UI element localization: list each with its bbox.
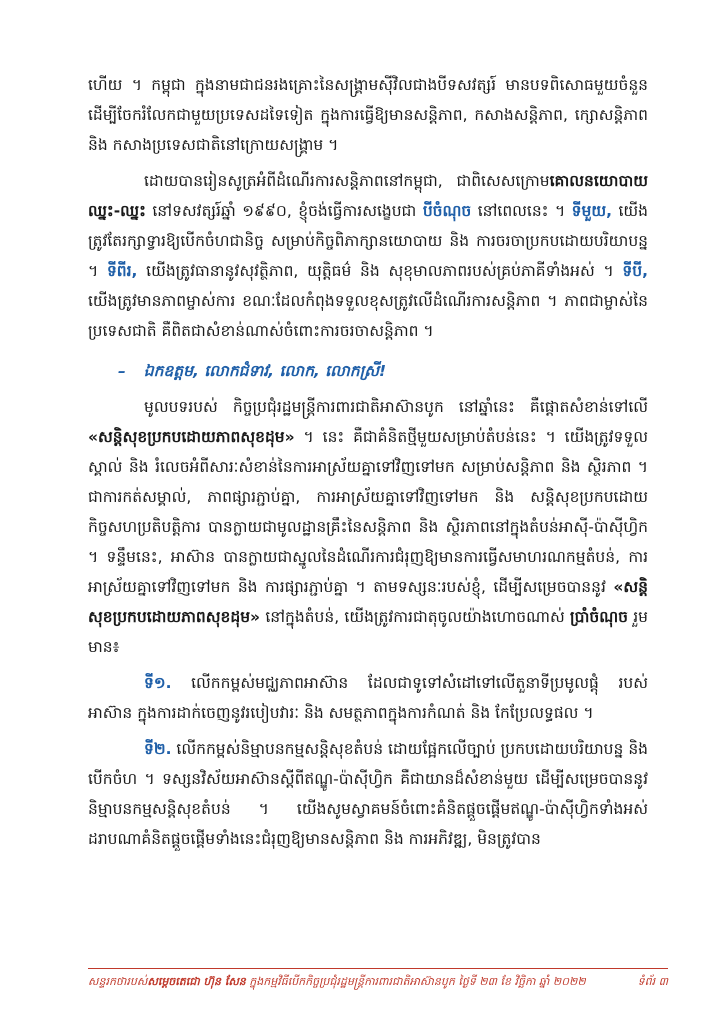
salutation-text: ឯកឧត្តម, លោកជំទាវ, លោក, លោកស្រី! [143,362,387,380]
p3-text-d: រួមមាន៖ [88,608,648,656]
theme-harmony-security-2: «សន្តិសុខប្រកបដោយភាពសុខដុម» [88,578,648,626]
point-2-label: ទី២. [144,740,172,758]
point-1-label: ទី១. [144,674,172,692]
page-footer [88,968,668,991]
point-second: ទីពីរ, [106,262,138,280]
footer-speaker-name: សម្តេចតេជោ ហ៊ុន សែន [147,975,246,988]
salutation [118,356,648,386]
three-points: បីចំណុច [422,202,472,220]
p2-text-f: យើងត្រូវមានភាពម្ចាស់ការ ខណៈដែលកំពុងទទួលខុសត្រូវលើដំណើរការសន្តិភាព ។ ភាពជាម្ចាស់នៃប្រទេសជាតិ គឺពិតជាសំខាន់ណាស់ចំពោះការចរចាសន្តិភាព ។ [88,292,648,340]
p3-text-a: មូលបទរបស់ កិច្ចប្រជុំរដ្ឋមន្ត្រីការពារជាតិអាស៊ានបូក នៅឆ្នាំនេះ គឺផ្តោតសំខាន់ទៅលើ [144,398,648,416]
p2-text-d: យើងត្រូវតែរក្សាទ្វារឱ្យបើកចំហជានិច្ច សម្រាប់កិច្ចពិភាក្សានយោបាយ និង ការចរចាប្រកបដោយបរិយាបន្ន ។ [88,202,648,280]
point-first: ទីមួយ, [571,202,612,220]
paragraph-1 [88,70,648,160]
page-number: ទំព័រ ៣ [637,975,668,988]
footer-caption-b: ក្នុងកម្មវិធីបើកកិច្ចប្រជុំរដ្ឋមន្ត្រីការពារជាតិអាស៊ានបូក ថ្ងៃទី ២៣ ខែ វិច្ឆិកា ឆ្នាំ ២០២២ [245,975,586,988]
p3-text-b: ។ នេះ គឺជាគំនិតថ្មីមួយសម្រាប់តំបន់នេះ ។ យើងត្រូវទទួលស្គាល់ និង រំលេចអំពីសារៈសំខាន់នៃការអាស្រ័យគ្នាទៅវិញទៅមក សម្រាប់សន្តិភាព និង ស្ថិរភាព ។ ជាការកត់សម្គាល់, ភាពផ្សារភ្ជាប់គ្នា, ការអាស្រ័យគ្នាទៅវិញទៅមក និង សន្តិសុខប្រកបដោយកិច្ចសហប្រតិបត្តិការ បានក្លាយជាមូលដ្ឋានគ្រឹះនៃសន្តិភាព និង ស្ថិរភាពនៅក្នុងតំបន់អាស៊ី-ប៉ាស៊ីហ្វិក ។ ទន្ទឹមនេះ, អាស៊ាន បានក្លាយជាស្នូលនៃដំណើរការជំរុញឱ្យមានការធ្វើសមាហរណកម្មតំបន់, ការអាស្រ័យគ្នាទៅវិញទៅមក និង ការផ្សារភ្ជាប់គ្នា ។ តាមទស្សនៈរបស់ខ្ញុំ, ដើម្បីសម្រេចបាននូវ [88,428,648,596]
p2-text-e: យើងត្រូវធានានូវសុវត្ថិភាព, យុត្តិធម៌ និង សុខុមាលភាពរបស់គ្រប់ភាគីទាំងអស់ ។ [137,262,623,280]
body-text [88,70,648,860]
salutation-dash: – [118,362,126,380]
point-1-text: លើកកម្ពស់មជ្ឈភាពអាស៊ាន ដែលជាទូទៅសំដៅទៅលើតួនាទីប្រមូលផ្តុំ របស់អាស៊ាន ក្នុងការដាក់ចេញនូវរបៀបវារៈ និង សមត្ថភាពក្នុងការកំណត់ និង កែប្រែលទ្ធផល ។ [88,674,648,722]
p2-text-a: ដោយបានរៀនសូត្រអំពីដំណើរការសន្តិភាពនៅកម្ពុជា, ជាពិសេសក្រោម [144,172,550,190]
point-third: ទីបី, [622,262,648,280]
paragraph-5 [88,734,648,854]
theme-harmony-security: «សន្តិសុខប្រកបដោយភាពសុខដុម» [88,428,295,446]
footer-caption-a: សន្ទរកថារបស់ [88,975,148,988]
paragraph-4 [88,668,648,728]
p2-text-b: នៅទសវត្សរ៍ឆ្នាំ ១៩៩០, ខ្ញុំចង់ធ្វើការសង្ខេបជា [145,202,423,220]
paragraph-2 [88,166,648,346]
p3-text-c: នៅក្នុងតំបន់, យើងត្រូវការជាតុចូលយ៉ាងហោចណាស់ [260,608,570,626]
p2-text-c: នៅពេលនេះ ។ [471,202,572,220]
footer-caption [88,975,586,991]
win-win-policy: គោលនយោបាយឈ្នះ-ឈ្នះ [88,172,648,220]
point-2-text: លើកកម្ពស់និម្មាបនកម្មសន្តិសុខតំបន់ ដោយផ្អែកលើច្បាប់ ប្រកបដោយបរិយាបន្ន និង បើកចំហ ។ ទស្សនវិស័យអាស៊ានស្តីពីឥណ្ឌូ-ប៉ាស៊ីហ្វិក គឺជាយានដ៏សំខាន់មួយ ដើម្បីសម្រេចបាននូវនិម្មាបនកម្មសន្តិសុខតំបន់ ។ យើងសូមស្វាគមន៍ចំពោះគំនិតផ្តួចផ្តើមឥណ្ឌូ-ប៉ាស៊ីហ្វិកទាំងអស់ ដរាបណាគំនិតផ្តួចផ្តើមទាំងនេះជំរុញឱ្យមានសន្តិភាព និង ការអភិវឌ្ឍ, មិនត្រូវបាន [88,740,648,848]
five-points: ប្រាំចំណុច [569,608,628,626]
paragraph-3 [88,392,648,662]
paragraph-1-text: ហើយ ។ កម្ពុជា ក្នុងនាមជាជនរងគ្រោះនៃសង្គ្រាមស៊ីវិលជាងបីទសវត្សរ៍ មានបទពិសោធមួយចំនួន ដើម្បីចែករំលែកជាមួយប្រទេសដទៃទៀត ក្នុងការធ្វើឱ្យមានសន្តិភាព, កសាងសន្តិភាព, ក្សោសន្តិភាព និង កសាងប្រទេសជាតិនៅក្រោយសង្គ្រាម ។ [88,76,648,154]
